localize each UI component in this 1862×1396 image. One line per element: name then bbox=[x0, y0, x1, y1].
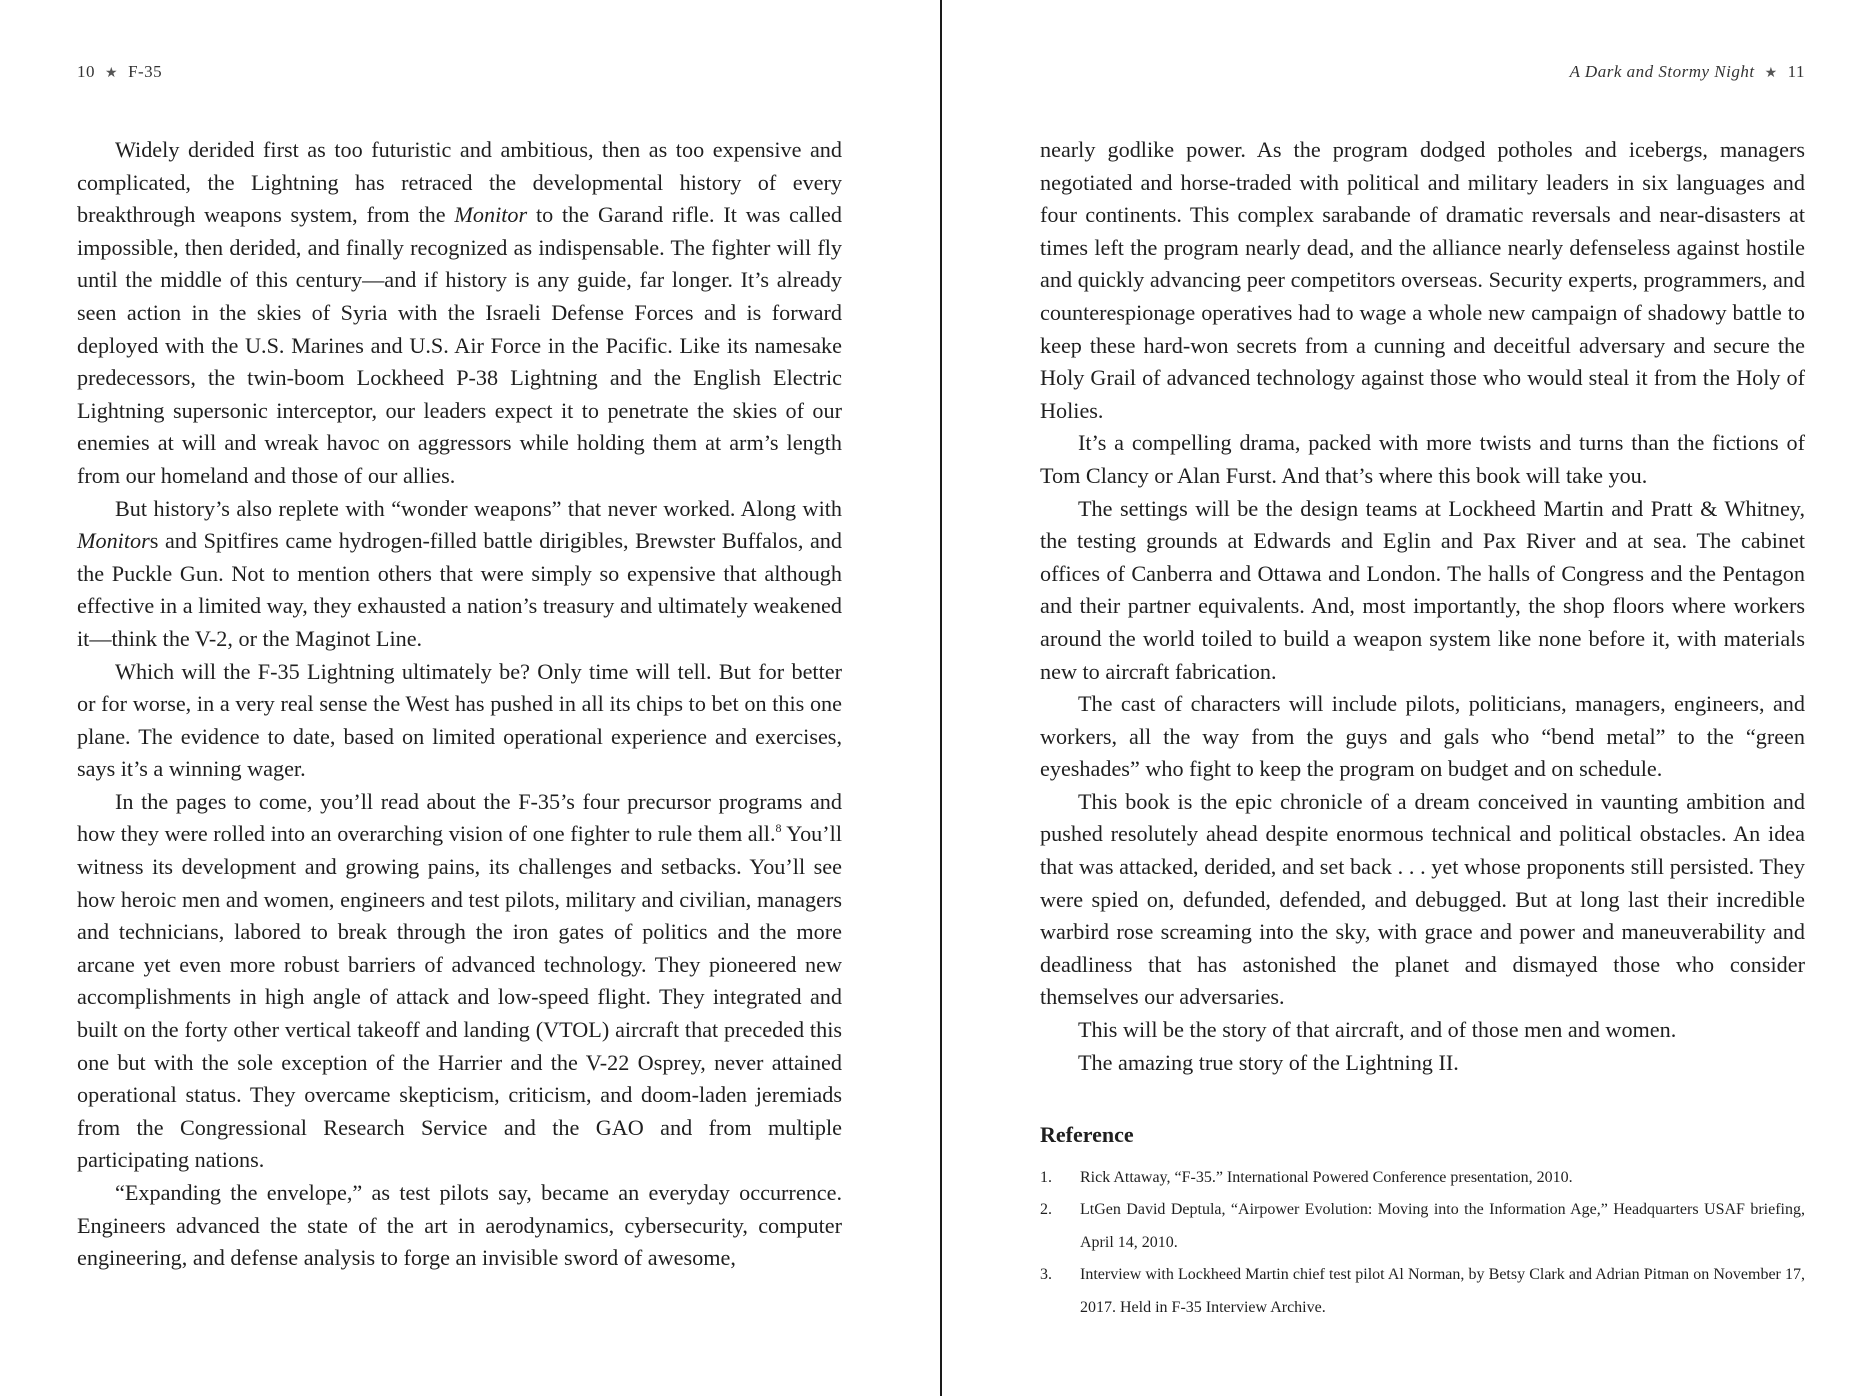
reference-text: LtGen David Deptula, “Airpower Evolution: Moving into the Information Age,” Headquarters USAF briefing, April 14, 2010. bbox=[1080, 1201, 1805, 1251]
page-number: 11 bbox=[1787, 62, 1805, 81]
star-icon: ★ bbox=[105, 66, 119, 81]
paragraph-text: Widely derided first as too futuristic and ambitious, then as too expensive and complicated, the Lightning has retraced the developmental history of every breakthrough weapons system, from the bbox=[77, 137, 842, 228]
paragraph-text: Which will the F-35 Lightning ultimately be? Only time will tell. But for better or for worse, in a very real sense the West has pushed in all its chips to bet on this one plane. The evidence to date, based on limited operational experience and exercises, says it’s a winning wager. bbox=[77, 658, 842, 782]
reference-number: 3. bbox=[1040, 1266, 1052, 1284]
left-page bbox=[77, 0, 842, 1396]
reference-item bbox=[1040, 1259, 1805, 1324]
chapter-title: A Dark and Stormy Night bbox=[1569, 62, 1755, 81]
reference-number: 2. bbox=[1040, 1201, 1052, 1219]
reference-item bbox=[1040, 1194, 1805, 1259]
paragraph-text: This book is the epic chronicle of a dream conceived in vaunting ambition and pushed resolutely ahead despite enormous technical and political obstacles. An idea that was attacked, derided, and set back . . . yet whose proponents still persisted. They were spied on, defunded, defended, and debugged. But at long last their incredible warbird rose screaming into the sky, with grace and power and maneuverability and deadliness that has astonished the planet and dismayed those who consider themselves our adversaries. bbox=[1040, 788, 1805, 1010]
left-running-head bbox=[77, 62, 842, 84]
right-paragraphs bbox=[1040, 134, 1805, 1079]
paragraph-text: This will be the story of that aircraft, and of those men and women. bbox=[1078, 1017, 1677, 1043]
paragraph-text: The amazing true story of the Lightning II. bbox=[1078, 1049, 1459, 1075]
paragraph-text: But history’s also replete with “wonder weapons” that never worked. Along with bbox=[115, 495, 842, 521]
body-paragraph bbox=[1040, 786, 1805, 1014]
italic-text: Monitor bbox=[454, 202, 528, 228]
paragraph-text: The settings will be the design teams at Lockheed Martin and Pratt & Whitney, the testing grounds at Edwards and Eglin and Pax River and at sea. The cabinet offices of Canberra and Ottawa and London. The halls of Congress and the Pentagon and their partner equivalents. And, most importantly, the shop floors where workers around the world toiled to build a weapon system like none before it, with materials new to aircraft fabrication. bbox=[1040, 495, 1805, 684]
reference-text: Rick Attaway, “F-35.” International Powered Conference presentation, 2010. bbox=[1080, 1168, 1573, 1186]
paragraph-text: It’s a compelling drama, packed with more twists and turns than the fictions of Tom Clancy or Alan Furst. And that’s where this book will take you. bbox=[1040, 430, 1805, 488]
reference-item bbox=[1040, 1162, 1805, 1195]
body-paragraph bbox=[1040, 1047, 1805, 1080]
body-paragraph bbox=[1040, 427, 1805, 492]
paragraph-text: You’ll witness its development and growing pains, its challenges and setbacks. You’ll see how heroic men and women, engineers and test pilots, military and civilian, managers and technicians, labored to break through the iron gates of politics and the more arcane yet even more robust barriers of advanced technology. They pioneered new accomplishments in high angle of attack and low-speed flight. They integrated and built on the forty other vertical takeoff and landing (VTOL) aircraft that preceded this one but with the sole exception of the Harrier and the V-22 Osprey, never attained operational status. They overcame skepticism, criticism, and doom-laden jeremiads from the Congressional Research Service and the GAO and from multiple participating nations. bbox=[77, 821, 842, 1173]
right-running-head bbox=[1040, 62, 1805, 84]
paragraph-text: The cast of characters will include pilots, politicians, managers, engineers, and workers, all the way from the guys and gals who “bend metal” to the “green eyeshades” who fight to keep the program on budget and on schedule. bbox=[1040, 691, 1805, 782]
page-number: 10 bbox=[77, 62, 95, 81]
body-paragraph bbox=[77, 786, 842, 1177]
references-list bbox=[1040, 1162, 1805, 1325]
paragraph-text: “Expanding the envelope,” as test pilots say, became an everyday occurrence. Engineers advanced the state of the art in aerodynamics, cybersecurity, computer engineering, and defense analysis to forge an invisible sword of awesome, bbox=[77, 1180, 842, 1271]
body-paragraph bbox=[77, 134, 842, 493]
right-page-body bbox=[1040, 134, 1805, 1324]
paragraph-text: to the Garand rifle. It was called impossible, then derided, and finally recognized as indispensable. The fighter will fly until the middle of this century—and if history is any guide, far longer. It’s already seen action in the skies of Syria with the Israeli Defense Forces and is forward deployed with the U.S. Marines and U.S. Air Force in the Pacific. Like its namesake predecessors, the twin-boom Lockheed P-38 Lightning and the English Electric Lightning supersonic interceptor, our leaders expect it to penetrate the skies of our enemies at will and wreak havoc on aggressors while holding them at arm’s length from our homeland and those of our allies. bbox=[77, 202, 843, 488]
star-icon: ★ bbox=[1764, 66, 1778, 81]
paragraph-text: In the pages to come, you’ll read about the F-35’s four precursor programs and how they were rolled into an overarching vision of one fighter to rule them all. bbox=[77, 788, 842, 847]
footnote-marker: 8 bbox=[775, 821, 782, 836]
body-paragraph bbox=[1040, 688, 1805, 786]
body-paragraph bbox=[77, 1177, 842, 1275]
body-paragraph bbox=[77, 493, 842, 656]
reference-number: 1. bbox=[1040, 1168, 1052, 1186]
book-title: F-35 bbox=[128, 62, 163, 81]
page-gutter bbox=[940, 0, 942, 1396]
reference-text: Interview with Lockheed Martin chief test pilot Al Norman, by Betsy Clark and Adrian Pitman on November 17, 2017. Held in F-35 Interview Archive. bbox=[1080, 1266, 1805, 1316]
right-page bbox=[1040, 0, 1805, 1396]
body-paragraph bbox=[1040, 134, 1805, 427]
left-page-body bbox=[77, 134, 842, 1275]
body-paragraph bbox=[1040, 493, 1805, 689]
paragraph-text: nearly godlike power. As the program dodged potholes and icebergs, managers negotiated and horse-traded with political and military leaders in six languages and four continents. This complex sarabande of dramatic reversals and near-disasters at times left the program nearly dead, and the alliance nearly defenseless against hostile and quickly advancing peer competitors overseas. Security experts, programmers, and counterespionage operatives had to wage a whole new campaign of shadowy battle to keep these hard-won secrets from a cunning and deceitful adversary and secure the Holy Grail of advanced technology against those who would steal it from the Holy of Holies. bbox=[1040, 137, 1805, 423]
body-paragraph bbox=[1040, 1014, 1805, 1047]
body-paragraph bbox=[77, 656, 842, 786]
paragraph-text: s and Spitfires came hydrogen-filled battle dirigibles, Brewster Buffalos, and the Puckle Gun. Not to mention others that were simply so expensive that although effective in a limited way, they exhausted a nation’s treasury and ultimately weakened it—think the V-2, or the Maginot Line. bbox=[77, 528, 842, 651]
references-heading: Reference bbox=[1040, 1122, 1134, 1148]
italic-text: Monitor bbox=[77, 528, 150, 554]
